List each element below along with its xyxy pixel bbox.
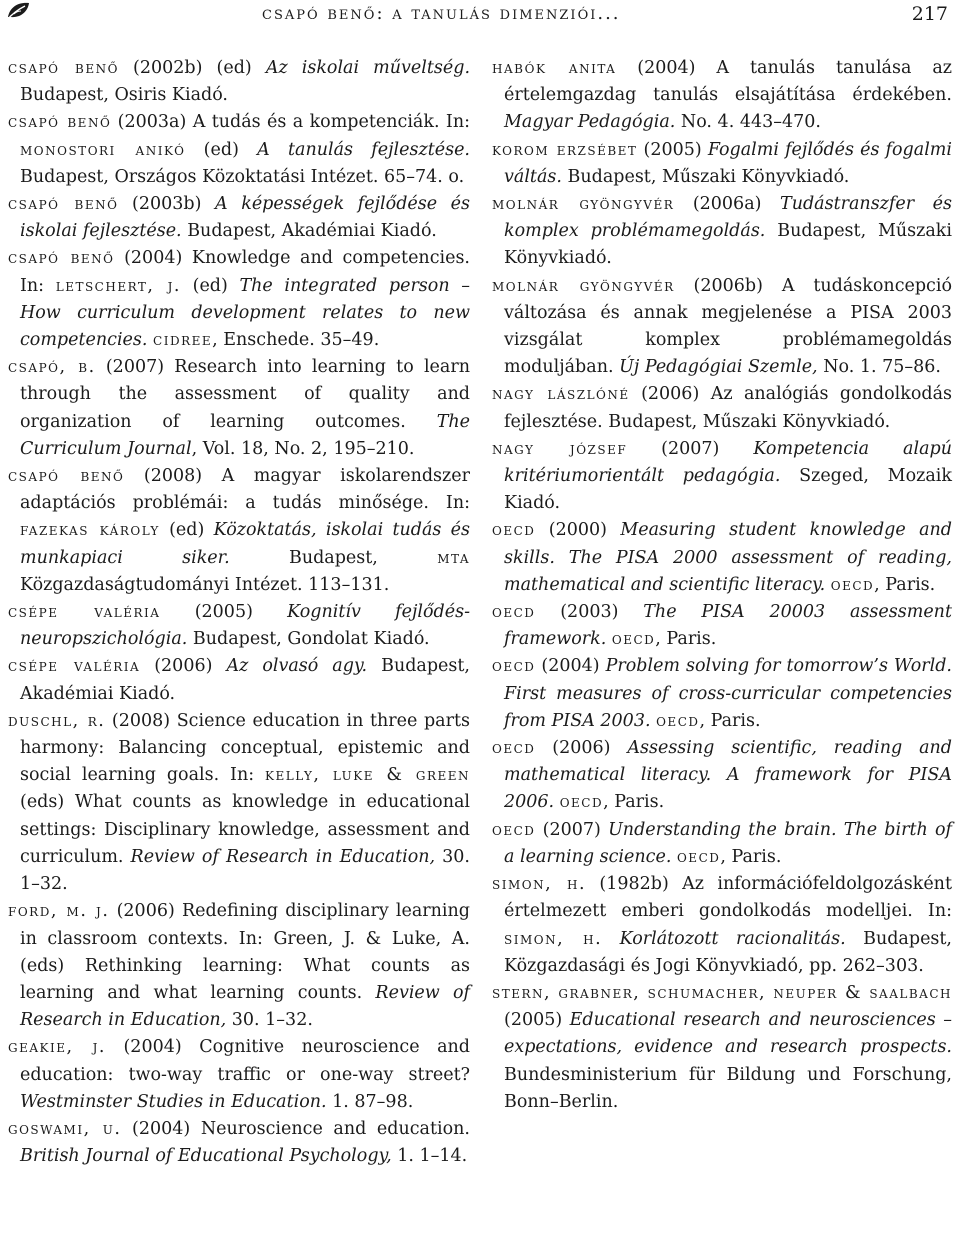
reference-author: habók anita	[492, 58, 617, 78]
reference-text: (2004) A tanulás tanulása az értelemgazdag tanulás elsajátítása érdekében.	[504, 58, 952, 106]
reference-text: (2002b) (ed)	[118, 58, 266, 78]
reference-author: oecd	[830, 574, 875, 595]
reference-title: Az olvasó agy.	[226, 656, 368, 677]
reference-author: korom erzsébet	[492, 139, 638, 160]
reference-author: csapó benő	[8, 466, 125, 487]
reference-entry	[492, 653, 952, 735]
reference-text: (ed)	[180, 275, 240, 296]
reference-text: Budapest, Közgazdasági és Jogi Könyvkiadó, pp. 262–303.	[504, 928, 952, 976]
reference-entry	[8, 708, 470, 898]
reference-text: No. 4. 443–470.	[675, 112, 821, 133]
reference-text	[602, 929, 619, 949]
reference-entry	[8, 463, 470, 599]
reference-text: (2003b)	[118, 194, 216, 215]
reference-title: Review of Research in Education,	[130, 846, 436, 867]
reference-author: mta	[437, 547, 470, 568]
reference-title: Problem solving for tomorrow’s World. First measures of cross-curricular competencies from PISA 2003.	[504, 656, 952, 731]
reference-title: Understanding the brain. The birth of a learning science.	[504, 819, 952, 867]
reference-author: kelly, luke & green	[265, 765, 471, 786]
reference-text: (2004)	[535, 656, 606, 677]
reference-text: (2004) Neuroscience and education.	[121, 1118, 470, 1139]
reference-author: geakie, j.	[8, 1037, 106, 1058]
reference-author: oecd	[492, 520, 536, 541]
reference-text: (2005)	[160, 602, 288, 623]
reference-text: , Paris.	[874, 574, 936, 595]
reference-text: (2000)	[535, 520, 621, 541]
reference-text: (2004) Knowledge and competencies. In:	[20, 248, 470, 296]
reference-text: Budapest, Műszaki Könyvkiadó.	[504, 221, 952, 269]
reference-text: (2006b) A tudáskoncepció változása és annak megjelenése a PISA 2003 vizsgálat komplex problémamegoldás moduljában.	[504, 275, 952, 378]
reference-text: Szeged, Mozaik Kiadó.	[504, 466, 952, 514]
reference-text: (2007)	[535, 819, 609, 840]
reference-text: (2006)	[140, 656, 227, 677]
reference-text: (ed)	[159, 520, 214, 541]
reference-author: molnár gyöngyvér	[492, 194, 675, 215]
right-column	[492, 55, 952, 1116]
reference-title: Új Pedagógiai Szemle,	[619, 357, 818, 378]
reference-title: Magyar Pedagógia.	[504, 112, 676, 133]
reference-entry	[8, 191, 470, 245]
reference-author: oecd	[611, 629, 656, 650]
reference-text: , Enschede. 35–49.	[212, 330, 380, 351]
reference-entry	[8, 653, 470, 707]
reference-title: Westminster Studies in Education.	[20, 1091, 327, 1112]
reference-text: No. 1. 75–86.	[817, 357, 941, 378]
reference-text: Budapest, Országos Közoktatási Intézet. 65–74. o.	[20, 166, 465, 187]
reference-text: (2003a) A tudás és a kompetenciák. In:	[111, 112, 470, 133]
leaf-ornament-icon	[6, 1, 32, 21]
reference-text: , Paris.	[699, 710, 761, 731]
reference-author: simon, h.	[504, 928, 603, 949]
reference-text: (2007) Research into learning to learn through the assessment of quality and organization of learning outcomes.	[20, 357, 470, 432]
reference-author: fazekas károly	[20, 520, 160, 541]
reference-entry	[492, 55, 952, 137]
reference-text: Budapest, Gondolat Kiadó.	[187, 629, 430, 650]
reference-entry	[8, 55, 470, 109]
reference-entry	[8, 245, 470, 354]
reference-text: (2006) Redefining disciplinary learning in classroom contexts. In: Green, J. & Luke, A. (eds) Rethinking learning: What counts as learning and what learning counts.	[20, 901, 471, 1003]
reference-author: nagy lászlóné	[492, 384, 630, 405]
reference-title: Kognitív fejlődés-neuropszichológia.	[20, 602, 471, 650]
reference-text: , Paris.	[720, 846, 782, 867]
reference-entry	[492, 980, 952, 1116]
reference-author: duschl, r.	[8, 710, 106, 731]
reference-author: csépe valéria	[8, 602, 161, 623]
reference-author: csapó, b.	[8, 357, 96, 378]
reference-title: The integrated person – How curriculum development relates to new competencies.	[20, 275, 470, 351]
reference-title: The Curriculum Journal	[20, 411, 470, 459]
reference-entry	[492, 599, 952, 653]
reference-entry	[8, 354, 470, 463]
reference-author: letschert, j.	[55, 275, 181, 296]
reference-text: (2008) Science education in three parts harmony: Balancing conceptual, epistemic and social learning goals. In:	[20, 710, 470, 786]
reference-author: oecd	[492, 819, 536, 840]
reference-text: 30. 1–32.	[226, 1010, 313, 1031]
reference-entry	[492, 381, 952, 435]
reference-text: Budapest, Akadémiai Kiadó.	[181, 221, 437, 242]
reference-text: Budapest, Műszaki Könyvkiadó.	[561, 166, 850, 187]
reference-author: cidree	[153, 330, 213, 351]
reference-text: (2005)	[504, 1010, 570, 1031]
reference-author: oecd	[656, 710, 700, 731]
reference-title: Az iskolai műveltség.	[265, 58, 471, 78]
reference-text: , Paris.	[655, 629, 717, 650]
left-column	[8, 55, 470, 1170]
reference-title: Közoktatás, iskolai tudás és munkapiaci siker.	[20, 520, 470, 568]
reference-text: 30. 1–32.	[20, 846, 470, 895]
reference-text: (2006) Az analógiás gondolkodás fejlesztése. Budapest, Műszaki Könyvkiadó.	[504, 384, 952, 432]
reference-author: goswami, u.	[8, 1118, 122, 1139]
reference-author: oecd	[492, 738, 536, 759]
reference-author: nagy józsef	[492, 438, 628, 459]
reference-author: csapó benő	[8, 58, 119, 78]
reference-author: csépe valéria	[8, 656, 141, 677]
reference-text: (1982b) Az információfeldolgozásként értelmezett emberi gondolkodás modelljei. In:	[504, 874, 952, 922]
reference-text: , Paris.	[603, 792, 665, 813]
reference-entry	[492, 191, 952, 273]
reference-text: (2005)	[637, 139, 708, 160]
reference-entry	[8, 1034, 470, 1116]
reference-title: Measuring student knowledge and skills. The PISA 2000 assessment of reading, mathematical and scientific literacy.	[504, 520, 952, 595]
reference-title: Kompetencia alapú kritériumorientált pedagógia.	[504, 438, 952, 487]
reference-author: simon, h.	[492, 874, 587, 895]
reference-entry	[492, 137, 952, 191]
reference-author: oecd	[676, 846, 721, 867]
reference-text: Budapest, Akadémiai Kiadó.	[20, 656, 470, 704]
reference-author: ford, m. j.	[8, 901, 110, 922]
reference-text: (2007)	[627, 438, 754, 459]
reference-author: oecd	[492, 602, 536, 623]
reference-title: Fogalmi fejlődés és fogalmi váltás.	[504, 139, 952, 187]
reference-text: 1. 1–14.	[391, 1146, 468, 1167]
reference-author: csapó benő	[8, 248, 115, 269]
reference-title: Korlátozott racionalitás.	[619, 928, 846, 949]
reference-title: A képességek fejlődése és iskolai fejlesztése.	[20, 194, 470, 242]
reference-author: molnár gyöngyvér	[492, 275, 675, 296]
reference-entry	[8, 898, 470, 1034]
reference-text: (2006a)	[674, 194, 781, 215]
reference-entry	[8, 599, 470, 653]
reference-title: British Journal of Educational Psychology,	[20, 1146, 392, 1167]
reference-text: 1. 87–98.	[326, 1091, 414, 1112]
running-header	[0, 0, 960, 40]
reference-author: oecd	[492, 656, 536, 677]
reference-author: csapó benő	[8, 194, 119, 215]
running-title: csapó benő: a tanulás dimenziói...	[262, 3, 621, 24]
reference-entry	[492, 735, 952, 817]
reference-entry	[492, 817, 952, 871]
reference-text: Budapest,	[229, 547, 438, 568]
reference-text: (2008) A magyar iskolarendszer adaptációs problémái: a tudás minősége. In:	[20, 466, 470, 514]
reference-text: (2003)	[535, 602, 644, 623]
reference-title: Assessing scientific, reading and mathematical literacy. A framework for PISA 2006.	[504, 738, 952, 813]
reference-text: (2004) Cognitive neuroscience and education: two-way traffic or one-way street?	[20, 1037, 470, 1085]
reference-text: (ed)	[185, 139, 258, 160]
reference-author: csapó benő	[8, 112, 112, 133]
reference-text: , Vol. 18, No. 2, 195–210.	[191, 438, 415, 459]
reference-title: The PISA 20003 assessment framework.	[504, 602, 952, 650]
reference-title: Tudástranszfer és komplex problémamegoldás.	[504, 194, 952, 242]
reference-title: Educational research and neurosciences – expectations, evidence and research prospects.	[504, 1010, 952, 1058]
reference-author: oecd	[559, 792, 604, 813]
reference-title: Review of Research in Education,	[20, 982, 470, 1031]
page-number: 217	[911, 3, 948, 25]
reference-title: A tanulás fejlesztése.	[257, 139, 470, 160]
reference-text: Budapest, Osiris Kiadó.	[20, 85, 228, 106]
reference-entry	[492, 436, 952, 518]
reference-entry	[8, 1116, 470, 1170]
reference-entry	[8, 109, 470, 191]
reference-entry	[492, 517, 952, 599]
reference-author: stern, grabner, schumacher, neuper & saalbach	[492, 982, 952, 1003]
reference-text: (2006)	[535, 738, 628, 759]
reference-text: (eds) What counts as knowledge in educational settings: Disciplinary knowledge, assessment and curriculum.	[20, 792, 470, 867]
reference-entry	[492, 871, 952, 980]
reference-entry	[492, 273, 952, 382]
reference-author: monostori anikó	[20, 139, 186, 160]
reference-text: Bundesministerium für Bildung und Forschung, Bonn–Berlin.	[504, 1064, 952, 1112]
reference-text: Közgazdaságtudományi Intézet. 113–131.	[20, 574, 390, 595]
